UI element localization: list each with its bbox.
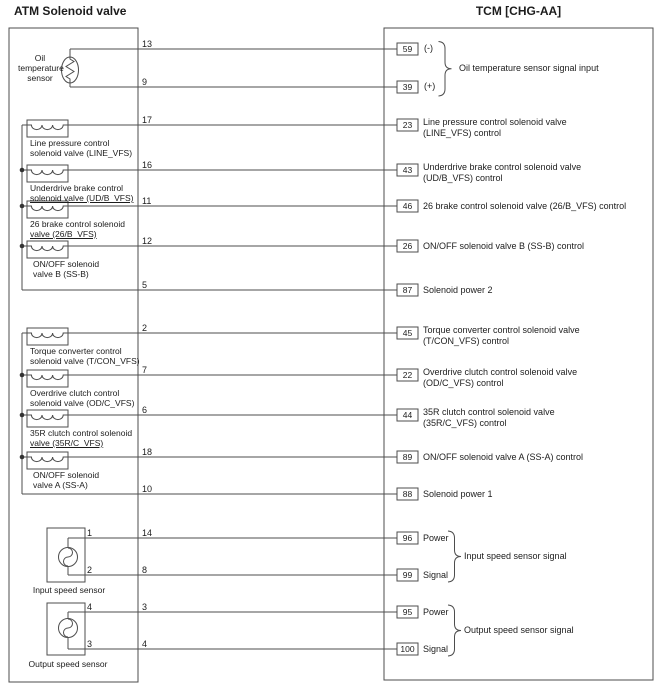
tcm-title: TCM [CHG-AA] [475, 4, 562, 18]
wire-label: 7 [142, 365, 148, 375]
wire-17-23 [22, 125, 397, 130]
solenoid-label-line-vfs: Line pressure control solenoid valve (LINE_VFS) [30, 138, 133, 158]
wire-label: 16 [142, 160, 153, 170]
solenoid-label-ssb: ON/OFF solenoid valve B (SS-B) [33, 259, 100, 279]
wire-6-44 [22, 415, 397, 420]
wire-2-45 [22, 333, 397, 338]
pin-description: 26 brake control solenoid valve (26/B_VFS) control [423, 201, 627, 211]
tcm-pin: 95 [402, 607, 413, 617]
tcm-pin: 99 [402, 570, 413, 580]
pin-description: Power [423, 533, 449, 543]
brace-caption-output-speed: Output speed sensor signal [464, 625, 574, 635]
wire-11-46 [22, 206, 397, 211]
solenoid-label-odc-vfs: Overdrive clutch control solenoid valve (OD/C_VFS) [30, 388, 135, 408]
tcm-pin: 23 [402, 120, 413, 130]
wire-label: 3 [142, 602, 148, 612]
wire-label: 10 [142, 484, 153, 494]
wire-12-26 [22, 246, 397, 251]
output-speed-sensor-symbol [47, 603, 85, 655]
tcm-pin: 89 [402, 452, 413, 462]
input-speed-sensor-label: Input speed sensor [32, 585, 106, 595]
wire-label: 12 [142, 236, 153, 246]
wire-label: 14 [142, 528, 153, 538]
tcm-pin: 46 [402, 201, 413, 211]
pin-description: ON/OFF solenoid valve A (SS-A) control [423, 452, 584, 462]
brace-caption-input-speed: Input speed sensor signal [464, 551, 567, 561]
pin-description: Signal [423, 644, 449, 654]
pin-description: (-) [424, 43, 433, 53]
solenoid-label-26b-vfs: 26 brake control solenoid valve (26/B_VFS) [30, 219, 125, 239]
input-sensor-pin-top: 1 [87, 528, 93, 538]
pin-description: Torque converter control solenoid valve (T/CON_VFS) control [423, 325, 580, 346]
input-speed-sensor-symbol [47, 528, 85, 582]
wire-label: 17 [142, 115, 153, 125]
solenoid-label-tcon-vfs: Torque converter control solenoid valve (T/CON_VFS) [30, 346, 140, 366]
tcm-pin-boxes [397, 43, 418, 655]
input-sensor-pin-bottom: 2 [87, 565, 93, 575]
solenoid-label-udb-vfs: Underdrive brake control solenoid valve (UD/B_VFS) [30, 183, 134, 203]
tcm-pin: 100 [400, 644, 415, 654]
pin-description: Line pressure control solenoid valve (LINE_VFS) control [423, 117, 567, 138]
tcm-pin: 22 [402, 370, 413, 380]
pin-description: (+) [424, 81, 436, 91]
pin-description: Signal [423, 570, 449, 580]
brace-caption-oil-temp: Oil temperature sensor signal input [459, 63, 599, 73]
wire-label: 13 [142, 39, 153, 49]
tcm-pin: 26 [402, 241, 413, 251]
wire-label: 5 [142, 280, 148, 290]
pin-description: Overdrive clutch control solenoid valve (OD/C_VFS) control [423, 367, 578, 388]
pin-description: ON/OFF solenoid valve B (SS-B) control [423, 241, 585, 251]
wire-label: 4 [142, 639, 148, 649]
wire-label: 2 [142, 323, 148, 333]
wire-7-22 [22, 375, 397, 380]
wire-label: 8 [142, 565, 148, 575]
pin-description: Power [423, 607, 449, 617]
tcm-pin: 44 [402, 410, 413, 420]
wire-label: 6 [142, 405, 148, 415]
tcm-pin: 87 [402, 285, 413, 295]
pin-description: Solenoid power 2 [423, 285, 493, 295]
output-sensor-pin-top: 4 [87, 602, 93, 612]
tcm-pin: 59 [402, 44, 413, 54]
tcm-pin: 88 [402, 489, 413, 499]
pin-description: Underdrive brake control solenoid valve (UD/B_VFS) control [423, 162, 582, 183]
output-speed-sensor-label: Output speed sensor [28, 659, 108, 669]
solenoid-label-35rc-vfs: 35R clutch control solenoid valve (35R/C_VFS) [30, 428, 133, 448]
left-panel-title: ATM Solenoid valve [14, 4, 127, 18]
wire-label: 18 [142, 447, 153, 457]
pin-description: Solenoid power 1 [423, 489, 493, 499]
oil-temperature-sensor-label: Oil temperature sensor [18, 53, 64, 83]
tcm-pin: 39 [402, 82, 413, 92]
tcm-pin: 45 [402, 328, 413, 338]
pin-description: 35R clutch control solenoid valve (35R/C_VFS) control [423, 407, 555, 428]
oil-temperature-sensor-symbol [62, 49, 79, 87]
tcm-pin: 96 [402, 533, 413, 543]
output-sensor-pin-bottom: 3 [87, 639, 93, 649]
wire-label: 9 [142, 77, 148, 87]
wire-18-89 [22, 457, 397, 462]
wire-16-43 [22, 170, 397, 175]
wire-label: 11 [142, 196, 152, 206]
tcm-pin: 43 [402, 165, 413, 175]
solenoid-label-ssa: ON/OFF solenoid valve A (SS-A) [33, 470, 100, 490]
